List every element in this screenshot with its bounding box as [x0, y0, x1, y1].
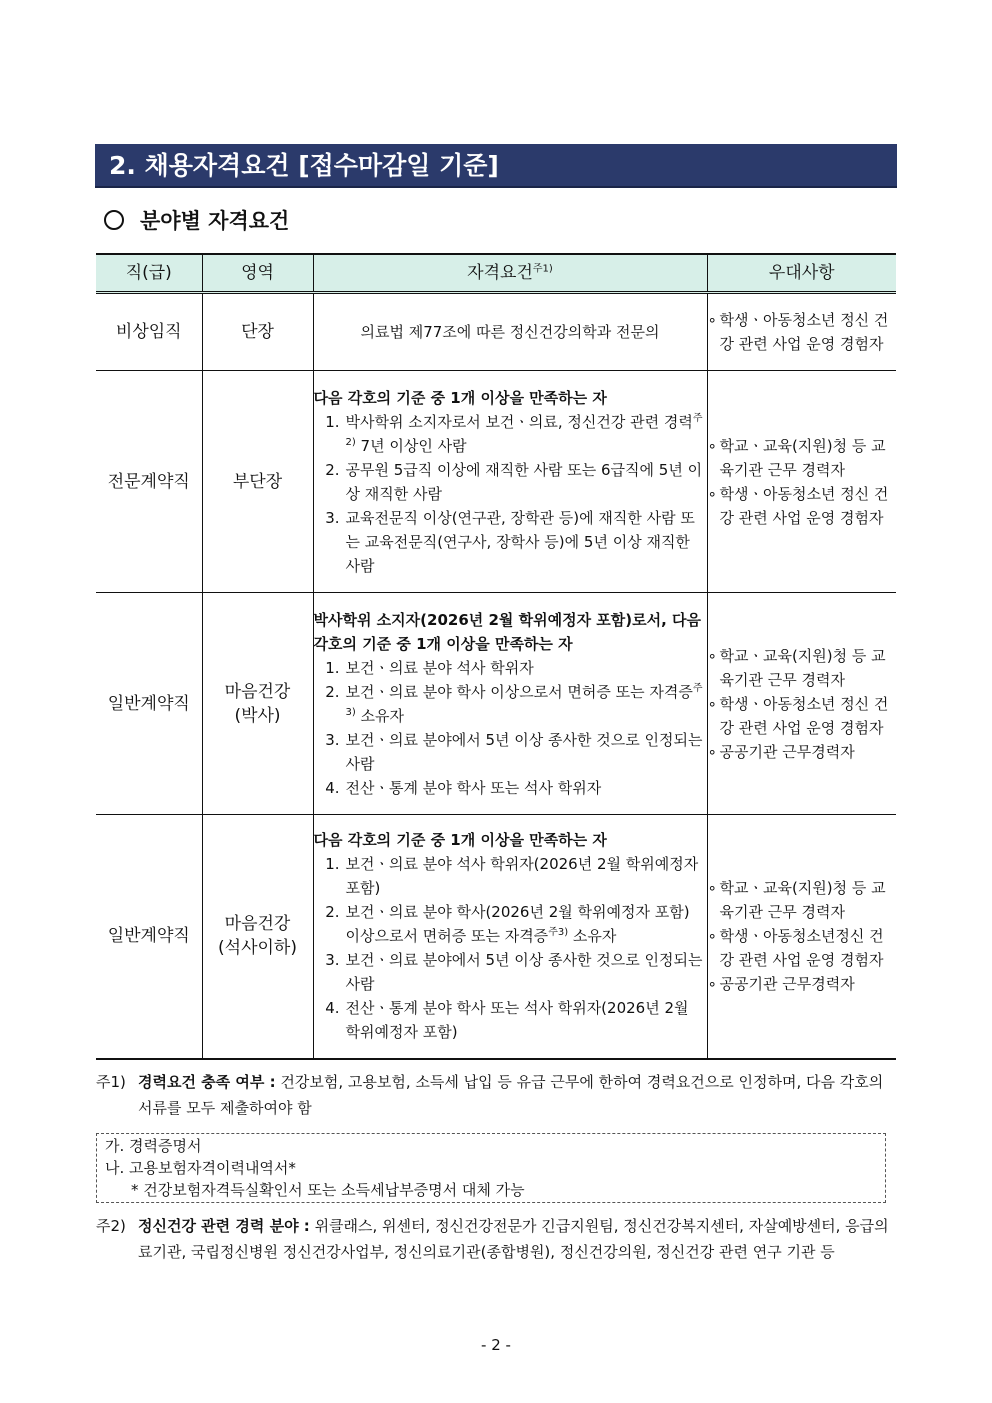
note-2-title: 정신건강 관련 경력 분야 :	[138, 1217, 310, 1235]
grade-cell: 일반계약직	[96, 815, 202, 1059]
section-title: 2. 채용자격요건 [접수마감일 기준]	[95, 144, 897, 188]
header-grade: 직(급)	[96, 254, 202, 293]
preference-cell	[707, 293, 896, 371]
requirement-cell	[313, 371, 707, 593]
preference-item: ∘ 학생ㆍ아동청소년 정신 건강 관련 사업 운영 경험자	[707, 311, 889, 353]
preference-item: ∘ 학생ㆍ아동청소년정신 건강 관련 사업 운영 경험자	[707, 927, 884, 970]
preference-item: ∘ 학교ㆍ교육(지원)청 등 교육기관 근무 경력자	[707, 646, 886, 689]
header-area: 영역	[202, 254, 313, 293]
document-list-box	[96, 1133, 886, 1203]
requirement-lead: 박사학위 소지자(2026년 2월 학위예정자 포함)로서, 다음 각호의 기준 중 1개 이상을 만족하는 자	[313, 610, 702, 653]
table-row	[96, 293, 896, 371]
note-1-label: 주1)	[96, 1073, 126, 1091]
requirement-item: 2. 보건ㆍ의료 분야 학사(2026년 2월 학위예정자 포함) 이상으로서 면허증 또는 자격증$^{주3)}$ 소유자	[325, 903, 690, 946]
subheading	[104, 205, 289, 235]
doc-item: 가. 경력증명서	[105, 1137, 202, 1155]
requirement-item: 2. 보건ㆍ의료 분야 학사 이상으로서 면허증 또는 자격증$^{주3)}$ 소유자	[325, 682, 703, 725]
preference-item: ∘ 공공기관 근무경력자	[707, 742, 855, 761]
header-preference: 우대사항	[707, 254, 896, 293]
preference-item: ∘ 학생ㆍ아동청소년 정신 건강 관련 사업 운영 경험자	[707, 484, 889, 527]
note-2-label: 주2)	[96, 1217, 126, 1235]
requirement-item: 3. 보건ㆍ의료 분야에서 5년 이상 종사한 것으로 인정되는 사람	[325, 730, 703, 773]
table-row	[96, 815, 896, 1059]
requirement-item: 1. 보건ㆍ의료 분야 석사 학위자(2026년 2월 학위예정자 포함)	[325, 855, 699, 898]
requirement-item: 3. 교육전문직 이상(연구관, 장학관 등)에 재직한 사람 또는 교육전문직(연구사, 장학사 등)에 5년 이상 재직한 사람	[325, 508, 695, 575]
requirement-item: 1. 박사학위 소지자로서 보건ㆍ의료, 정신건강 관련 경력$^{주2)}$ 7년 이상인 사람	[325, 412, 703, 455]
requirement-item: 2. 공무원 5급직 이상에 재직한 사람 또는 6급직에 5년 이상 재직한 사람	[325, 460, 703, 503]
circle-bullet-icon	[104, 210, 124, 230]
table-row	[96, 371, 896, 593]
grade-cell: 비상임직	[96, 293, 202, 371]
requirements-table	[96, 253, 896, 1060]
requirement-lead: 다음 각호의 기준 중 1개 이상을 만족하는 자	[313, 388, 607, 407]
requirement-item: 3. 보건ㆍ의료 분야에서 5년 이상 종사한 것으로 인정되는 사람	[325, 951, 703, 994]
doc-footnote: * 건강보험자격득실확인서 또는 소득세납부증명서 대체 가능	[131, 1181, 525, 1199]
preference-item: ∘ 학교ㆍ교육(지원)청 등 교육기관 근무 경력자	[707, 436, 886, 479]
preference-item: ∘ 학교ㆍ교육(지원)청 등 교육기관 근무 경력자	[707, 879, 886, 922]
preference-cell	[707, 371, 896, 593]
requirement-lead: 다음 각호의 기준 중 1개 이상을 만족하는 자	[313, 831, 607, 850]
note-2	[96, 1213, 896, 1265]
requirement-cell	[313, 593, 707, 815]
note-1	[96, 1069, 896, 1121]
requirement-item: 1. 보건ㆍ의료 분야 석사 학위자	[325, 658, 534, 677]
page-number: - 2 -	[481, 1336, 511, 1354]
preference-item: ∘ 공공기관 근무경력자	[707, 975, 855, 994]
requirement-item: 4. 전산ㆍ통계 분야 학사 또는 석사 학위자(2026년 2월 학위예정자 포함)	[325, 999, 689, 1042]
doc-item: 나. 고용보험자격이력내역서*	[105, 1159, 296, 1177]
requirement-cell: 의료법 제77조에 따른 정신건강의학과 전문의	[313, 293, 707, 371]
grade-cell: 전문계약직	[96, 371, 202, 593]
subheading-text: 분야별 자격요건	[140, 209, 290, 233]
note-1-text: 건강보험, 고용보험, 소득세 납입 등 유급 근무에 한하여 경력요건으로 인정하며, 다음 각호의 서류를 모두 제출하여야 함	[138, 1073, 884, 1117]
area-cell: 단장	[202, 293, 313, 371]
area-cell: 마음건강 (석사이하)	[202, 815, 313, 1059]
requirement-cell	[313, 815, 707, 1059]
table-header-row	[96, 254, 896, 293]
header-requirement: 자격요건$^{주1)}$	[313, 254, 707, 293]
area-cell: 부단장	[202, 371, 313, 593]
requirement-item: 4. 전산ㆍ통계 분야 학사 또는 석사 학위자	[325, 778, 602, 797]
note-2-text: 위클래스, 위센터, 정신건강전문가 긴급지원팀, 정신건강복지센터, 자살예방센터, 응급의료기관, 국립정신병원 정신건강사업부, 정신의료기관(종합병원), 정신건강의원, 정신건강 관련 연구 기관 등	[138, 1217, 889, 1261]
preference-item: ∘ 학생ㆍ아동청소년 정신 건강 관련 사업 운영 경험자	[707, 694, 889, 737]
preference-cell	[707, 815, 896, 1059]
grade-cell: 일반계약직	[96, 593, 202, 815]
preference-cell	[707, 593, 896, 815]
table-row	[96, 593, 896, 815]
area-cell: 마음건강 (박사)	[202, 593, 313, 815]
note-1-title: 경력요건 충족 여부 :	[138, 1073, 276, 1091]
